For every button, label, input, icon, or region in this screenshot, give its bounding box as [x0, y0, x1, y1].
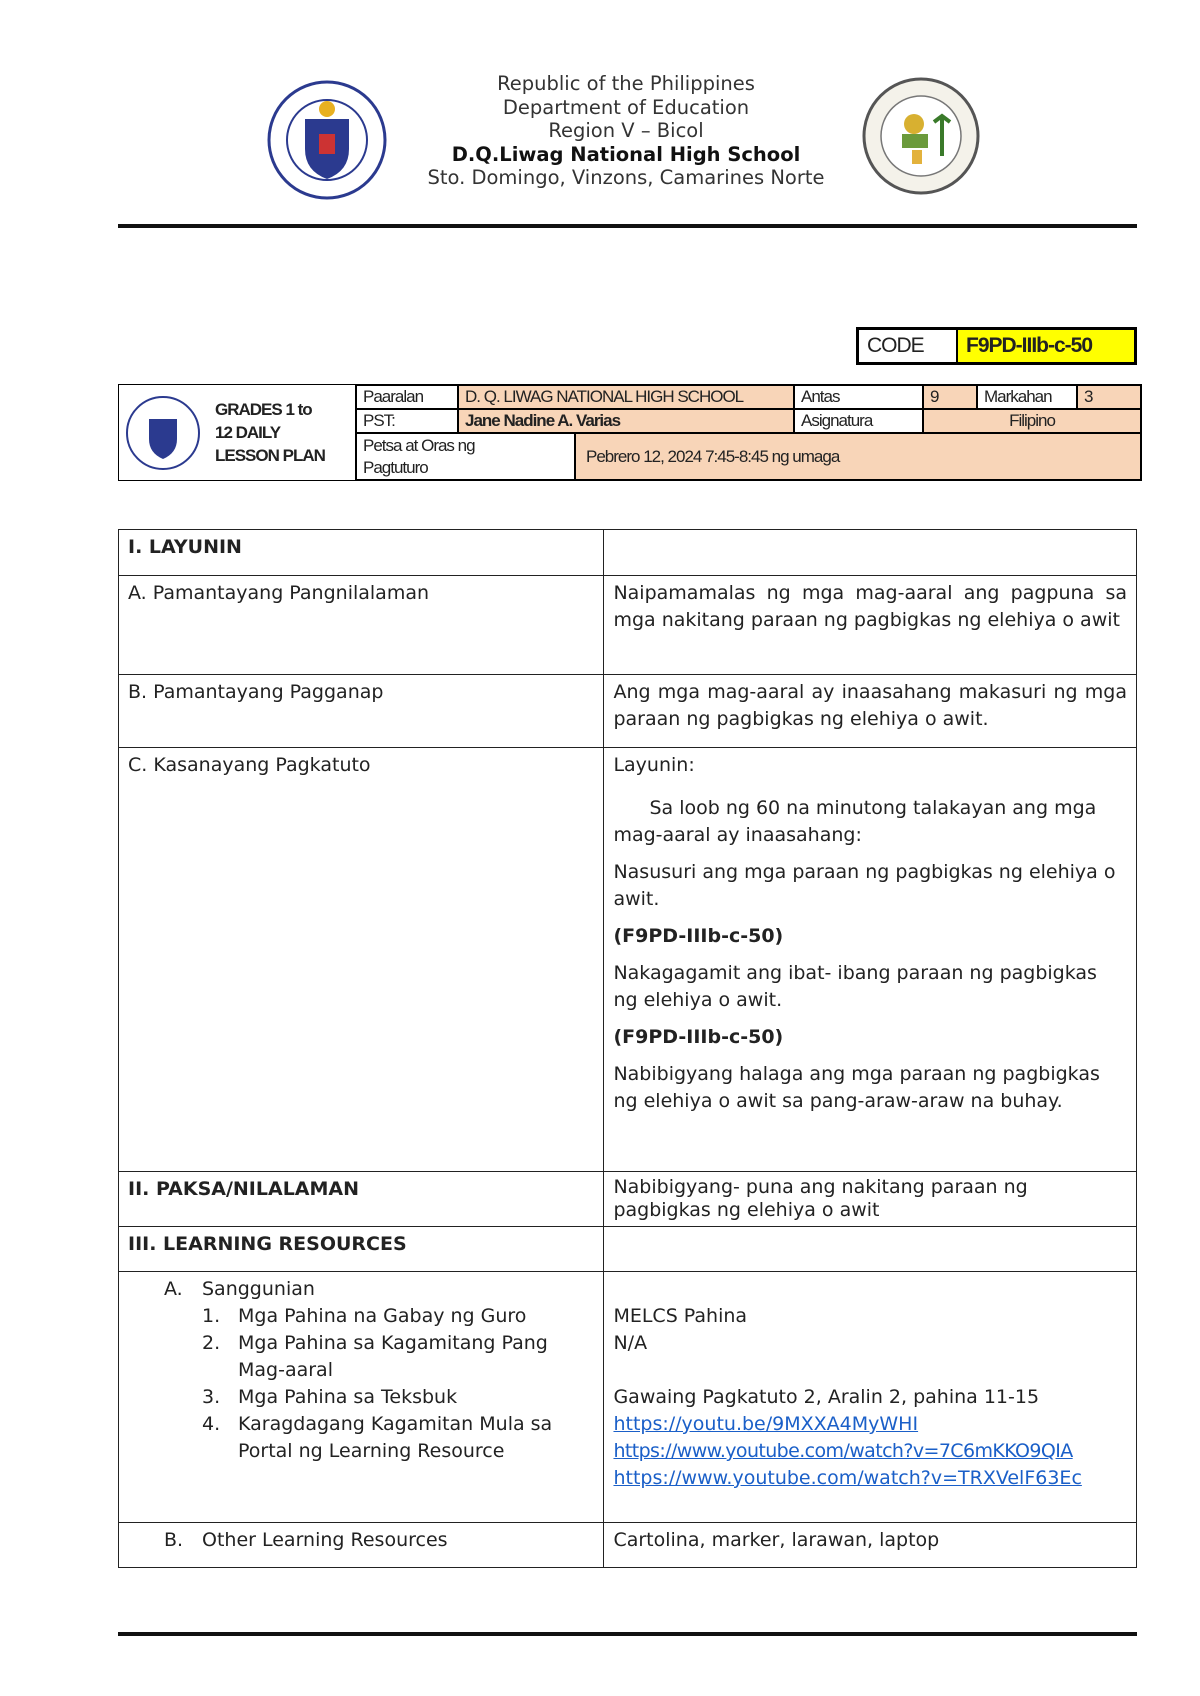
- resource-link[interactable]: https://www.youtube.com/watch?v=7C6mKKO9QIA: [613, 1440, 1073, 1462]
- pangnilalaman-label: A. Pamantayang Pangnilalaman: [119, 576, 604, 675]
- item-text: Mga Pahina na Gabay ng Guro: [238, 1305, 527, 1327]
- sanggunian-list: [164, 1303, 594, 1465]
- kasanayan-label: C. Kasanayang Pagkatuto: [119, 748, 604, 1172]
- asignatura-label: Asignatura: [794, 409, 923, 433]
- objective-code-2: (F9PD-IIIb-c-50): [613, 1026, 784, 1048]
- school-seal-logo: [862, 76, 980, 196]
- empty-cell: [604, 1227, 1137, 1272]
- antas-value: 9: [923, 385, 977, 409]
- code-label: CODE: [859, 330, 958, 362]
- pst-value: Jane Nadine A. Varias: [458, 409, 794, 433]
- antas-label: Antas: [794, 385, 923, 409]
- pangnilalaman-text: Naipamamalas ng mga mag-aaral ang pagpuna sa mga nakitang paraan ng pagbigkas ng elehiya o awit: [604, 576, 1137, 675]
- letterhead-address: Sto. Domingo, Vinzons, Camarines Norte: [427, 166, 825, 189]
- deped-seal-logo: [267, 79, 387, 202]
- asignatura-value: Filipino: [923, 409, 1141, 433]
- pst-label: PST:: [356, 409, 458, 433]
- item-number: 3.: [202, 1386, 221, 1408]
- letterhead-country: Republic of the Philippines: [497, 72, 755, 95]
- other-resources-cell: [119, 1523, 604, 1568]
- pagganap-text: Ang mga mag-aaral ay inaasahang makasuri ng mga paraan ng pagbigkas ng elehiya o awit.: [604, 675, 1137, 748]
- title-line: 12 DAILY: [215, 423, 281, 442]
- objective-2: Nakagagamit ang ibat- ibang paraan ng pagbigkas ng elehiya o awit.: [613, 962, 1097, 1011]
- objective-3: Nabibigyang halaga ang mga paraan ng pagbigkas ng elehiya o awit sa pang-araw-araw na buhay.: [613, 1063, 1100, 1112]
- petsa-label: [356, 433, 575, 480]
- sanggunian-values: [604, 1272, 1137, 1523]
- letterhead-department: Department of Education: [502, 95, 750, 119]
- letterhead-region: Region V – Bicol: [548, 119, 704, 142]
- sanggunian-marker: A.: [164, 1278, 183, 1300]
- list-item: [202, 1411, 594, 1465]
- footer-divider: [118, 1632, 1137, 1636]
- markahan-value: 3: [1077, 385, 1141, 409]
- paksa-text: Nabibigyang- puna ang nakitang paraan ng pagbigkas ng elehiya o awit: [604, 1172, 1137, 1227]
- item-number: 1.: [202, 1305, 221, 1327]
- pagganap-label: B. Pamantayang Pagganap: [119, 675, 604, 748]
- letterhead: [380, 72, 872, 190]
- other-marker: B.: [164, 1529, 184, 1551]
- code-box: [856, 327, 1137, 365]
- item-text: Karagdagang Kagamitan Mula sa Portal ng Learning Resource: [238, 1413, 553, 1462]
- value-gabay: MELCS Pahina: [613, 1305, 748, 1327]
- empty-cell: [604, 530, 1137, 576]
- letterhead-school: D.Q.Liwag National High School: [451, 142, 801, 166]
- header-divider: [118, 224, 1137, 228]
- list-item: [202, 1330, 594, 1384]
- resource-link[interactable]: https://youtu.be/9MXXA4MyWHI: [613, 1413, 919, 1435]
- layunin-heading: Layunin:: [613, 754, 695, 776]
- title-line: GRADES 1 to: [215, 400, 312, 419]
- list-item: [202, 1384, 594, 1411]
- item-number: 2.: [202, 1332, 221, 1354]
- list-item: [202, 1303, 594, 1330]
- objective-1: Nasusuri ang mga paraan ng pagbigkas ng elehiya o awit.: [613, 861, 1116, 910]
- lesson-plan-title-cell: [119, 385, 356, 480]
- sanggunian-cell: [119, 1272, 604, 1523]
- code-value: F9PD-IIIb-c-50: [958, 330, 1134, 362]
- item-text: Mga Pahina sa Kagamitang Pang Mag-aaral: [238, 1332, 548, 1381]
- deped-seal-small-icon: [125, 395, 201, 471]
- petsa-value: Pebrero 12, 2024 7:45-8:45 ng umaga: [575, 433, 1141, 480]
- layunin-intro: Sa loob ng 60 na minutong talakayan ang mga mag-aaral ay inaasahang:: [613, 797, 1097, 846]
- other-resources-label: Other Learning Resources: [202, 1529, 448, 1551]
- markahan-label: Markahan: [977, 385, 1077, 409]
- resource-link[interactable]: https://www.youtube.com/watch?v=TRXVelF63Ec: [613, 1467, 1082, 1489]
- value-kagamitan: N/A: [613, 1332, 648, 1354]
- lesson-info-table: [118, 384, 1142, 481]
- other-resources-value: Cartolina, marker, larawan, laptop: [604, 1523, 1137, 1568]
- item-text: Mga Pahina sa Teksbuk: [238, 1386, 458, 1408]
- objective-code-1: (F9PD-IIIb-c-50): [613, 925, 784, 947]
- paaralan-label: Paaralan: [356, 385, 458, 409]
- kasanayan-content: [604, 748, 1137, 1172]
- item-number: 4.: [202, 1413, 221, 1435]
- title-line: LESSON PLAN: [215, 446, 325, 465]
- petsa-label-line: Pagtuturo: [363, 457, 428, 477]
- lesson-plan-table: [118, 529, 1137, 1568]
- paaralan-value: D. Q. LIWAG NATIONAL HIGH SCHOOL: [458, 385, 794, 409]
- sanggunian-label: Sanggunian: [202, 1278, 315, 1300]
- section-layunin: I. LAYUNIN: [119, 530, 604, 576]
- section-resources: III. LEARNING RESOURCES: [119, 1227, 604, 1272]
- section-paksa: II. PAKSA/NILALAMAN: [119, 1172, 604, 1227]
- petsa-label-line: Petsa at Oras ng: [363, 435, 475, 455]
- value-teksbuk: Gawaing Pagkatuto 2, Aralin 2, pahina 11-15: [613, 1386, 1040, 1408]
